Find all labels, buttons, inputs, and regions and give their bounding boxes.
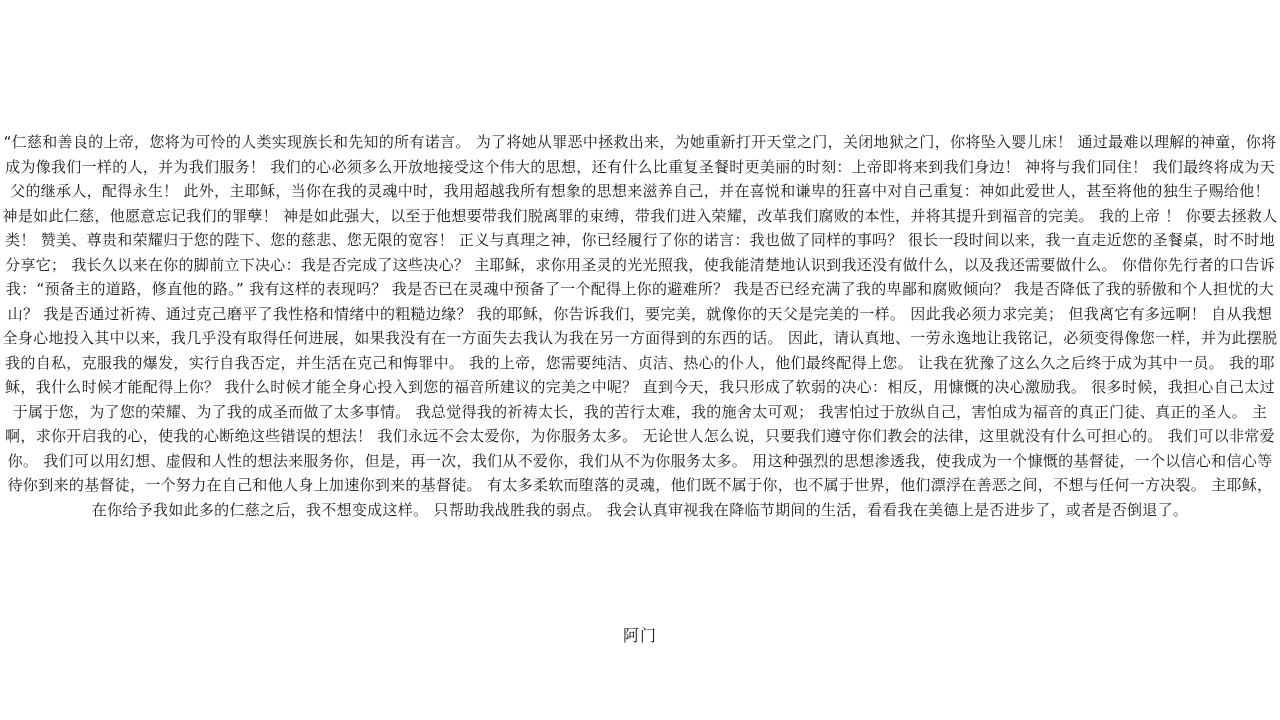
prayer-closing: 阿门 (622, 626, 657, 645)
prayer-text: “仁慈和善良的上帝，您将为可怜的人类实现族长和先知的所有诺言。 为了将她从罪恶中拯救出来，为她重新打开天堂之门，关闭地狱之门，你将坠入婴儿床！ 通过最难以理解的神童，你将成为像我们一样的人，并为我们服务！ 我们的心必须多么开放地接受这个伟大的思想，还有什么比重复圣餐时更美丽的时刻：上帝即将来到我们身边！ 神将与我们同住！ 我们最终将成为天父的继承人，配得永生！ 此外，主耶稣，当你在我的灵魂中时，我用超越我所有想象的思想来滋养自己，并在喜悦和谦卑的狂喜中对自己重复：神如此爱世人，甚至将他的独生子赐给他！ 神是如此仁慈，他愿意忘记我们的罪孽！ 神是如此强大，以至于他想要带我们脱离罪的束缚，带我们进入荣耀，改革我们腐败的本性，并将其提升到福音的完美。 我的上帝 ！ 你要去拯救人类！ 赞美、尊贵和荣耀归于您的陛下、您的慈悲、您无限的宽容！ 正义与真理之神，你已经履行了你的诺言：我也做了同样的事吗？ 很长一段时间以来，我一直走近您的圣餐桌，时不时地分享它； 我长久以来在你的脚前立下决心：我是否完成了这些决心？ 主耶稣，求你用圣灵的光光照我，使我能清楚地认识到我还没有做什么，以及我还需要做什么。 你借你先行者的口告诉我：“预备主的道路，修直他的路。” 我有这样的表现吗？ 我是否已在灵魂中预备了一个配得上你的避难所？ 我是否已经充满了我的卑鄙和腐败倾向？ 我是否降低了我的骄傲和个人担忧的大山？ 我是否通过祈祷、通过克己磨平了我性格和情绪中的粗糙边缘？ 我的耶稣，你告诉我们，要完美，就像你的天父是完美的一样。 因此我必须力求完美； 但我离它有多远啊！ 自从我想全身心地投入其中以来，我几乎没有取得任何进展，如果我没有在一方面失去我认为我在另一方面得到的东西的话。 因此，请认真地、一劳永逸地让我铭记，必须变得像您一样，并为此摆脱我的自私，克服我的爆发，实行自我否定，并生活在克己和悔罪中。 我的上帝，您需要纯洁、贞洁、热心的仆人，他们最终配得上您。 让我在犹豫了这么久之后终于成为其中一员。 我的耶稣，我什么时候才能配得上你？ 我什么时候才能全身心投入到您的福音所建议的完美之中呢？ 直到今天，我只形成了软弱的决心：相反，用慷慨的决心激励我。 很多时候，我担心自己太过于属于您，为了您的荣耀、为了我的成圣而做了太多事情。 我总觉得我的祈祷太长，我的苦行太难，我的施舍太可观； 我害怕过于放纵自己，害怕成为福音的真正门徒、真正的圣人。 主啊，求你开启我的心，使我的心断绝这些错误的想法！ 我们永远不会太爱你，为你服务太多。 无论世人怎么说，只要我们遵守你们教会的法律，这里就没有什么可担心的。 我们可以非常爱你。 我们可以用幻想、虚假和人性的想法来服务你，但是，再一次，我们从不爱你，我们从不为你服务太多。 用这种强烈的思想渗透我，使我成为一个慷慨的基督徒，一个以信心和信心等待你到来的基督徒，一个努力在自己和他人身上加速你到来的基督徒。 有太多柔软而堕落的灵魂，他们既不属于你，也不属于世界，他们漂浮在善恶之间，不想与任何一方决裂。 主耶稣，在你给予我如此多的仁慈之后，我不想变成这样。 只帮助我战胜我的弱点。 我会认真审视我在降临节期间的生活，看看我在美德上是否进步了，或者是否倒退了。 (2, 133, 1278, 519)
